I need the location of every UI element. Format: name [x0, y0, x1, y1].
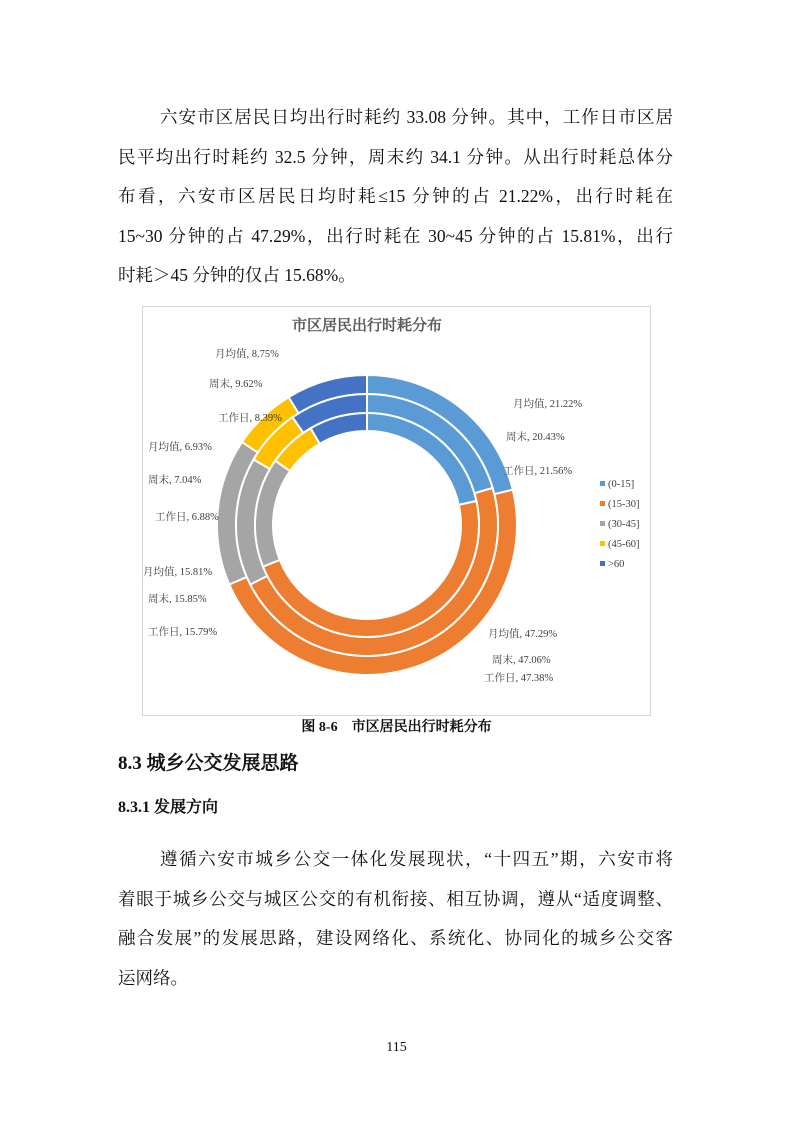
- legend-marker: [600, 561, 605, 566]
- legend-marker: [600, 481, 605, 486]
- text-line: 遵循六安市城乡公交一体化发展现状，“十四五”期，六安市将: [160, 849, 673, 869]
- text-line: 运网络。: [118, 967, 188, 988]
- data-label: 周末, 20.43%: [506, 432, 565, 443]
- data-label: 月均值, 47.29%: [488, 629, 558, 640]
- legend-marker: [600, 541, 605, 546]
- legend-marker: [600, 501, 605, 506]
- text-line: 六安市区居民日均出行时耗约 33.08 分钟。其中，工作日市区居: [160, 107, 673, 127]
- data-label: 月均值, 8.75%: [215, 349, 279, 360]
- data-label: 工作日, 21.56%: [503, 466, 573, 477]
- chart-title: 市区居民出行时耗分布: [291, 318, 443, 334]
- text-line: 布看，六安市区居民日均时耗≤15 分钟的占 21.22%，出行时耗在: [118, 186, 673, 206]
- legend-label: (30-45]: [608, 519, 640, 530]
- data-label: 月均值, 6.93%: [148, 442, 212, 453]
- subsection-heading-8-3-1: 8.3.1 发展方向: [118, 799, 219, 816]
- data-label: 工作日, 15.79%: [148, 627, 218, 638]
- legend-label: (15-30]: [608, 499, 640, 510]
- legend-marker: [600, 521, 605, 526]
- legend-label: (45-60]: [608, 539, 640, 550]
- data-label: 周末, 9.62%: [209, 379, 263, 390]
- data-label: 工作日, 47.38%: [484, 673, 554, 684]
- legend-label: (0-15]: [608, 479, 635, 490]
- data-label: 周末, 15.85%: [148, 594, 207, 605]
- data-label: 周末, 47.06%: [492, 655, 551, 666]
- page-number: 115: [386, 1040, 407, 1055]
- text-line: 时耗＞45 分钟的仅占 15.68%。: [118, 265, 356, 285]
- data-label: 月均值, 15.81%: [143, 567, 213, 578]
- legend-label: >60: [608, 559, 625, 570]
- data-label: 工作日, 8.39%: [218, 413, 282, 424]
- data-label: 工作日, 6.88%: [155, 512, 219, 523]
- data-label: 周末, 7.04%: [148, 475, 202, 486]
- doughnut-chart: [142, 306, 651, 716]
- text-line: 融合发展”的发展思路，建设网络化、系统化、协同化的城乡公交客: [118, 928, 673, 948]
- text-line: 民平均出行时耗约 32.5 分钟，周末约 34.1 分钟。从出行时耗总体分: [118, 146, 673, 167]
- data-label: 月均值, 21.22%: [513, 399, 583, 410]
- chart-svg: [143, 307, 650, 715]
- section-heading-8-3: 8.3 城乡公交发展思路: [118, 753, 299, 774]
- figure-caption: 图 8-6 市区居民出行时耗分布: [301, 720, 492, 735]
- text-line: 着眼于城乡公交与城区公交的有机衔接、相互协调，遵从“适度调整、: [118, 888, 673, 909]
- text-line: 15~30 分钟的占 47.29%，出行时耗在 30~45 分钟的占 15.81%，出行: [118, 225, 673, 246]
